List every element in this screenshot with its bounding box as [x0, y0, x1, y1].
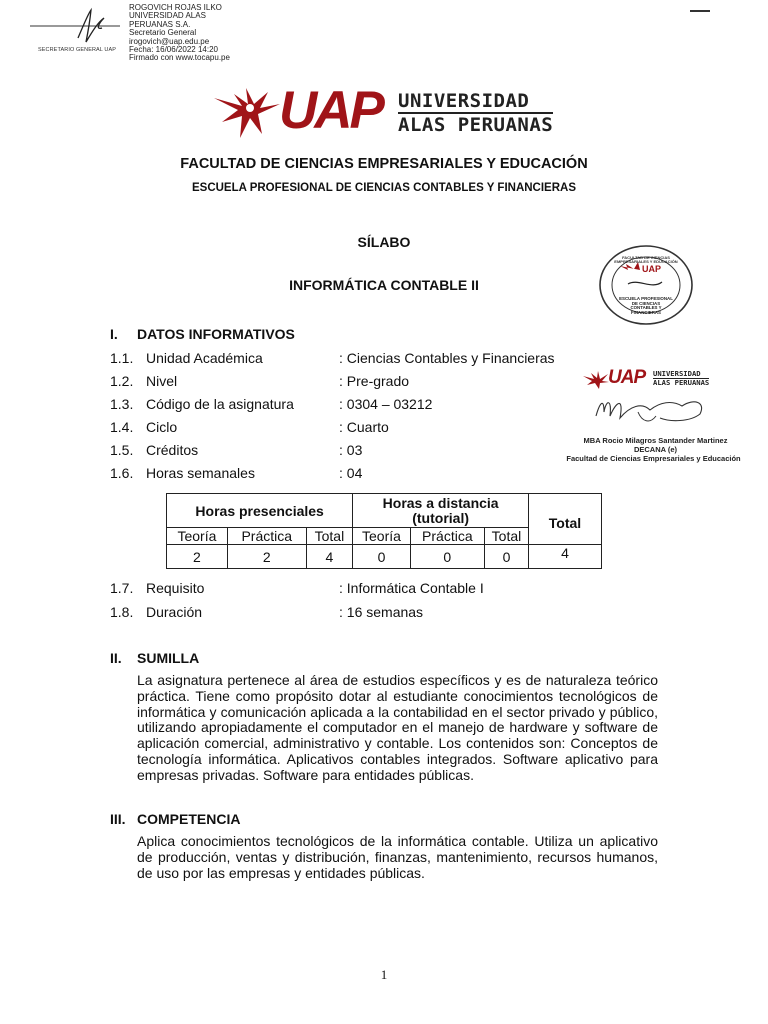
value-cell: 0: [353, 545, 410, 569]
seal-ring-text: FACULTAD DE CIENCIAS EMPRESARIALES Y EDUCACIÓN: [614, 255, 678, 265]
signature-line: Secretario General: [129, 28, 197, 38]
section-number: III.: [110, 811, 126, 827]
info-row-value: : Informática Contable I: [339, 580, 484, 596]
section-number: II.: [110, 650, 122, 666]
header-total: Total: [529, 494, 602, 545]
dean-stamp: [556, 366, 751, 466]
value-cell: 0: [410, 545, 484, 569]
signature-line: Fecha: 16/06/2022 14:20: [129, 45, 218, 55]
section-title: DATOS INFORMATIVOS: [137, 326, 295, 342]
competencia-paragraph: Aplica conocimientos tecnológicos de la informática contable. Utiliza un aplicativo de producción, ventas y distribución, finanzas, mantenimiento, recursos humanos, de uso por las empresas y entidades públicas.: [137, 833, 658, 881]
logo-acronym: UAP: [279, 81, 382, 140]
stamp-univ-name: [653, 370, 709, 388]
info-row-label: Código de la asignatura: [146, 396, 294, 412]
header-distance: [353, 494, 529, 528]
signature-line: PERUANAS S.A.: [129, 19, 191, 29]
subheader-cell: Práctica: [410, 528, 484, 545]
stamp-univ-line-2: ALAS PERUANAS: [653, 378, 710, 388]
info-row-value: : 03: [339, 442, 363, 458]
digital-signature-info: [129, 4, 230, 63]
dean-name: MBA Rocio Milagros Santander Martinez: [583, 436, 728, 445]
value-cell: 4: [306, 545, 353, 569]
info-row-value: : Pre-grado: [339, 373, 410, 389]
section-title: SUMILLA: [137, 650, 200, 666]
header-distance-line-1: Horas a distancia: [382, 494, 499, 511]
stamp-univ-line-1: UNIVERSIDAD: [653, 369, 701, 378]
info-row-value: : 0304 – 03212: [339, 396, 433, 412]
corner-mark: [690, 10, 710, 12]
info-row-value: : 04: [339, 465, 363, 481]
grand-total-cell: 4: [529, 545, 602, 569]
hours-table: [166, 493, 602, 569]
subheader-cell: Total: [306, 528, 353, 545]
value-cell: 2: [167, 545, 228, 569]
dean-faculty: Facultad de Ciencias Empresariales y Educación: [566, 454, 741, 463]
info-row-label: Nivel: [146, 373, 178, 389]
page-number: 1: [380, 967, 388, 982]
logo-name: [398, 90, 553, 136]
info-row-label: Duración: [146, 604, 203, 620]
subheader-cell: Teoría: [353, 528, 410, 545]
svg-text:UAP: UAP: [642, 264, 662, 274]
dean-role: DECANA (e): [633, 445, 678, 454]
dean-signature: [590, 392, 710, 430]
signature-line: Firmado con www.tocapu.pe: [129, 53, 230, 63]
seal-center-text: ESCUELA PROFESIONAL DE CIENCIAS CONTABLES Y FINANCIERAS: [619, 296, 673, 315]
handwritten-signature: [28, 4, 124, 48]
subheader-cell: Total: [484, 528, 528, 545]
eagle-emblem-icon: [212, 84, 282, 140]
course-title: INFORMÁTICA CONTABLE II: [289, 277, 479, 293]
info-row-number: 1.8.: [110, 604, 134, 620]
section-title: COMPETENCIA: [137, 811, 241, 827]
header-distance-line-2: (tutorial): [412, 509, 469, 526]
subheader-cell: Teoría: [167, 528, 228, 545]
info-row-value: : Ciencias Contables y Financieras: [339, 350, 555, 366]
document-type: SÍLABO: [357, 234, 411, 250]
info-row-number: 1.2.: [110, 373, 134, 389]
signature-line: UNIVERSIDAD ALAS: [129, 11, 206, 21]
sumilla-paragraph: La asignatura pertenece al área de estudios específicos y es de naturaleza teórico práctica. Tiene como propósito dotar al estudiante conocimientos tecnológicos de informática y comunicación aplicada a la contabilidad en el sector privado y público, utilizando apropiadamente el computador en el manejo de hardware y software de aplicación comercial, administrativo y contable. Los contenidos son: Conceptos de tecnología informática. Aplicativos contables integrados. Software aplicativo para empresas privadas. Software para entidades públicas.: [137, 672, 658, 783]
info-row-label: Unidad Académica: [146, 350, 263, 366]
value-cell: 2: [227, 545, 306, 569]
school-title: ESCUELA PROFESIONAL DE CIENCIAS CONTABLES Y FINANCIERAS: [191, 182, 576, 194]
info-row-value: : Cuarto: [339, 419, 389, 435]
university-logo: [212, 82, 562, 142]
info-row-label: Créditos: [146, 442, 199, 458]
faculty-seal: [598, 244, 694, 326]
info-row-number: 1.7.: [110, 580, 134, 596]
info-row-label: Ciclo: [146, 419, 178, 435]
section-number: I.: [110, 326, 118, 342]
info-row-label: Horas semanales: [146, 465, 255, 481]
info-row-label: Requisito: [146, 580, 205, 596]
info-row-number: 1.4.: [110, 419, 134, 435]
eagle-small-icon: [582, 370, 610, 390]
signature-line: irogovich@uap.edu.pe: [129, 36, 210, 46]
faculty-title: FACULTAD DE CIENCIAS EMPRESARIALES Y EDUCACIÓN: [180, 156, 588, 172]
info-row-value: : 16 semanas: [339, 604, 424, 620]
value-cell: 0: [484, 545, 528, 569]
logo-line-2: ALAS PERUANAS: [398, 114, 554, 136]
info-row-number: 1.6.: [110, 465, 134, 481]
info-row-number: 1.1.: [110, 350, 134, 366]
subheader-cell: Práctica: [227, 528, 306, 545]
logo-line-1: UNIVERSIDAD: [398, 90, 530, 112]
info-row-number: 1.5.: [110, 442, 134, 458]
header-presential: Horas presenciales: [167, 494, 353, 528]
info-row-number: 1.3.: [110, 396, 134, 412]
signature-line: ROGOVICH ROJAS ILKO: [129, 3, 222, 12]
stamp-acronym: UAP: [608, 367, 646, 388]
signature-caption: SECRETARIO GENERAL UAP: [38, 47, 116, 53]
